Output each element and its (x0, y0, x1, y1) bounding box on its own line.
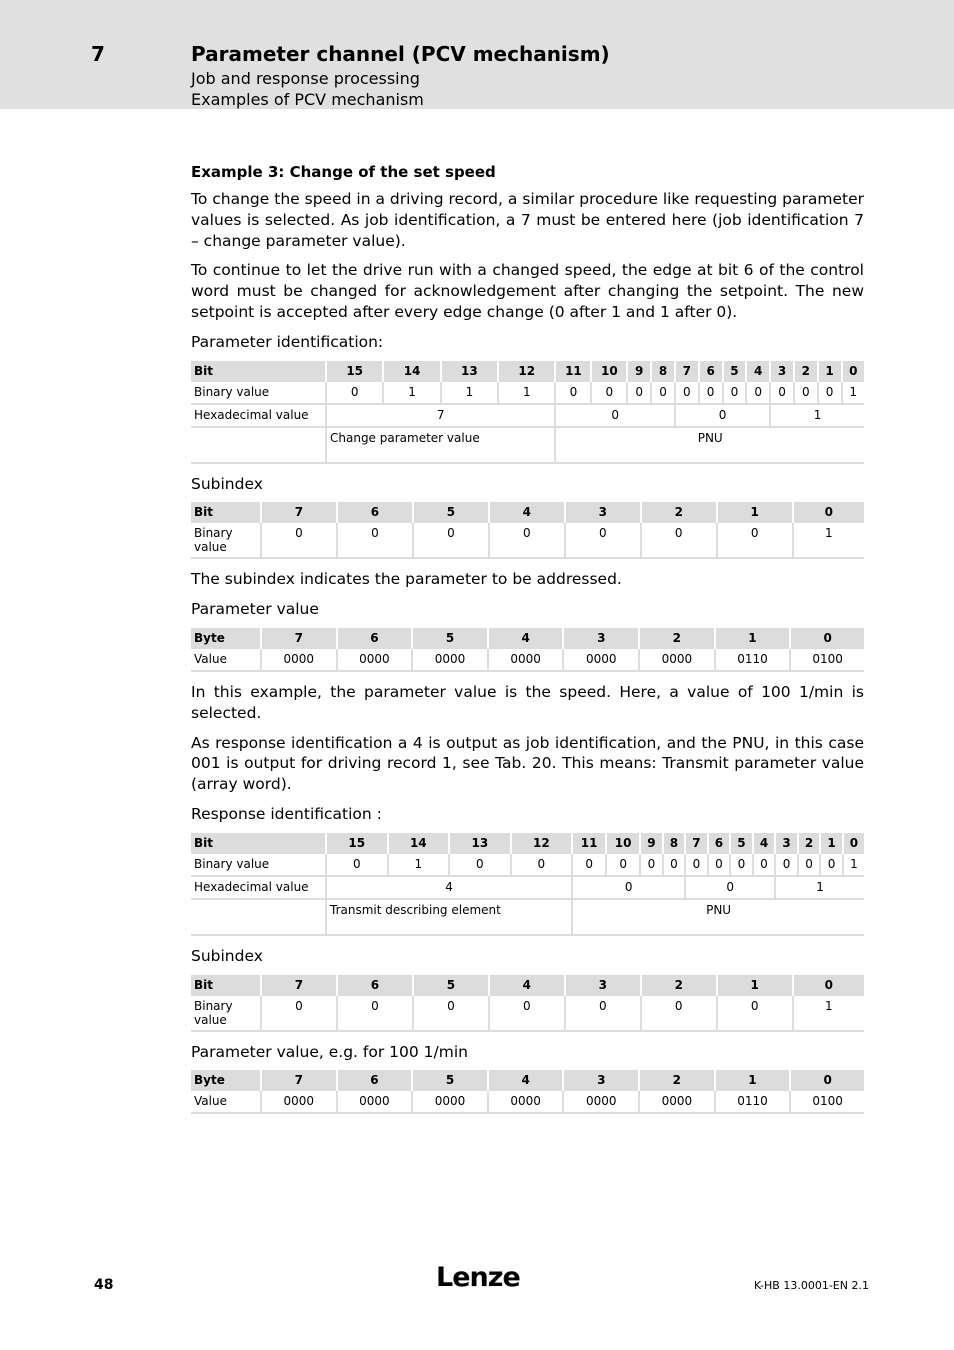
value-cell: 0100 (790, 649, 864, 671)
bit-cell: 4 (489, 502, 565, 523)
bit-cell: 3 (775, 833, 798, 854)
binary-cell: 0 (708, 854, 731, 876)
page-number: 48 (94, 1277, 114, 1293)
hex-label: Hexadecimal value (191, 404, 326, 427)
bit-cell: 6 (699, 361, 723, 382)
value-row (191, 1091, 864, 1113)
lenze-logo: Lenze (436, 1262, 520, 1293)
bit-cell: 10 (606, 833, 640, 854)
binary-cell: 0 (794, 382, 818, 404)
binary-cell: 1 (441, 382, 498, 404)
byte-cell: 1 (715, 628, 791, 649)
param-value-label: Parameter value (191, 600, 319, 619)
response-id-table (191, 833, 864, 936)
value-cell: 0000 (337, 649, 413, 671)
binary-label: Binary value (191, 854, 326, 876)
bit-cell: 6 (337, 502, 413, 523)
binary-cell: 0 (675, 382, 699, 404)
bit-cell: 14 (388, 833, 450, 854)
bit-cell: 5 (413, 975, 489, 996)
param-value-table (191, 1070, 864, 1114)
binary-cell: 0 (261, 523, 337, 558)
subindex-label: Subindex (191, 474, 263, 493)
binary-label: Binary value (191, 523, 261, 558)
bit-cell: 0 (842, 361, 865, 382)
binary-row (191, 996, 864, 1031)
bit-cell: 0 (793, 975, 864, 996)
response-id-label: Response identification : (191, 804, 382, 823)
binary-cell: 0 (775, 854, 798, 876)
param-id-label: Parameter identification: (191, 332, 384, 351)
binary-cell: 0 (798, 854, 821, 876)
hex-cell: 1 (775, 876, 864, 899)
empty-cell (191, 899, 326, 935)
bit-cell: 11 (572, 833, 606, 854)
byte-cell: 4 (488, 628, 564, 649)
value-row (191, 649, 864, 671)
byte-cell: 3 (563, 628, 639, 649)
pnu-label: PNU (555, 427, 864, 463)
bit-cell: 4 (746, 361, 770, 382)
bit-cell: 3 (565, 502, 641, 523)
bit-cell: 14 (383, 361, 440, 382)
bit-cell: 2 (794, 361, 818, 382)
bit-cell: 7 (261, 975, 337, 996)
binary-row (191, 854, 864, 876)
binary-cell: 0 (685, 854, 708, 876)
binary-cell: 0 (606, 854, 640, 876)
bit-cell: 7 (685, 833, 708, 854)
value-cell: 0000 (563, 1091, 639, 1113)
hex-label: Hexadecimal value (191, 876, 326, 899)
byte-label: Byte (191, 1070, 261, 1091)
binary-cell: 1 (793, 996, 864, 1031)
value-cell: 0000 (261, 649, 337, 671)
value-cell: 0110 (715, 649, 791, 671)
paragraph: The subindex indicates the parameter to be addressed. (191, 570, 622, 589)
bit-header-row (191, 975, 864, 996)
bit-cell: 1 (818, 361, 842, 382)
bit-cell: 8 (663, 833, 686, 854)
hex-cell: 1 (770, 404, 864, 427)
value-cell: 0000 (412, 1091, 488, 1113)
bit-cell: 11 (555, 361, 591, 382)
bit-cell: 15 (326, 833, 388, 854)
hex-cell: 4 (326, 876, 572, 899)
binary-cell: 0 (555, 382, 591, 404)
bit-cell: 2 (798, 833, 821, 854)
byte-cell: 0 (790, 1070, 864, 1091)
binary-cell: 0 (326, 382, 383, 404)
binary-cell: 0 (413, 523, 489, 558)
bit-cell: 8 (651, 361, 675, 382)
response-id-description: Transmit describing element (326, 899, 572, 935)
value-label: Value (191, 649, 261, 671)
binary-cell: 0 (326, 854, 388, 876)
bit-cell: 9 (640, 833, 663, 854)
binary-cell: 0 (641, 523, 717, 558)
binary-cell: 0 (717, 523, 793, 558)
page-header (0, 0, 954, 109)
bit-cell: 12 (498, 361, 555, 382)
binary-row (191, 523, 864, 558)
binary-cell: 0 (627, 382, 651, 404)
bit-cell: 2 (641, 975, 717, 996)
value-cell: 0000 (488, 1091, 564, 1113)
bit-label: Bit (191, 361, 326, 382)
hex-row (191, 404, 864, 427)
bit-cell: 10 (591, 361, 627, 382)
value-cell: 0100 (790, 1091, 864, 1113)
paragraph: In this example, the parameter value is the speed. Here, a value of 100 1/min is selected. (191, 682, 864, 722)
param-value-table (191, 628, 864, 672)
byte-cell: 6 (337, 1070, 413, 1091)
hex-cell: 0 (675, 404, 770, 427)
subindex-table (191, 975, 864, 1032)
binary-cell: 0 (261, 996, 337, 1031)
byte-cell: 2 (639, 1070, 715, 1091)
bit-cell: 1 (717, 502, 793, 523)
bit-cell: 3 (770, 361, 794, 382)
binary-cell: 0 (337, 523, 413, 558)
binary-cell: 1 (498, 382, 555, 404)
chapter-title: Parameter channel (PCV mechanism) (191, 42, 610, 66)
empty-cell (191, 427, 326, 463)
bit-cell: 9 (627, 361, 651, 382)
bit-cell: 13 (441, 361, 498, 382)
binary-cell: 1 (842, 382, 865, 404)
section-subtitle: Job and response processing (191, 69, 420, 88)
chapter-number: 7 (91, 42, 105, 66)
bit-cell: 5 (730, 833, 753, 854)
binary-cell: 1 (388, 854, 450, 876)
binary-cell: 0 (572, 854, 606, 876)
binary-cell: 0 (337, 996, 413, 1031)
binary-cell: 0 (565, 523, 641, 558)
byte-cell: 4 (488, 1070, 564, 1091)
value-cell: 0110 (715, 1091, 791, 1113)
byte-cell: 2 (639, 628, 715, 649)
value-cell: 0000 (563, 649, 639, 671)
bit-label: Bit (191, 502, 261, 523)
bit-cell: 2 (641, 502, 717, 523)
bit-cell: 7 (675, 361, 699, 382)
byte-cell: 7 (261, 1070, 337, 1091)
binary-cell: 0 (641, 996, 717, 1031)
bit-cell: 5 (413, 502, 489, 523)
bit-cell: 13 (449, 833, 511, 854)
byte-cell: 6 (337, 628, 413, 649)
hex-cell: 0 (555, 404, 674, 427)
byte-cell: 7 (261, 628, 337, 649)
bit-cell: 6 (337, 975, 413, 996)
binary-cell: 0 (449, 854, 511, 876)
byte-header-row (191, 628, 864, 649)
bit-header-row (191, 361, 864, 382)
byte-cell: 1 (715, 1070, 791, 1091)
param-id-table (191, 361, 864, 464)
bit-cell: 4 (489, 975, 565, 996)
meaning-row (191, 427, 864, 463)
bit-cell: 15 (326, 361, 383, 382)
bit-cell: 1 (717, 975, 793, 996)
bit-cell: 0 (843, 833, 864, 854)
paragraph: As response identification a 4 is output as job identification, and the PNU, in this case 001 is output for driving record 1, see Tab. 20. This means: Transmit parameter value (array word). (191, 733, 864, 794)
bit-header-row (191, 502, 864, 523)
bit-cell: 0 (793, 502, 864, 523)
binary-cell: 0 (489, 996, 565, 1031)
byte-cell: 3 (563, 1070, 639, 1091)
byte-cell: 5 (412, 1070, 488, 1091)
hex-cell: 0 (685, 876, 775, 899)
binary-cell: 1 (383, 382, 440, 404)
binary-cell: 0 (820, 854, 843, 876)
binary-cell: 0 (730, 854, 753, 876)
binary-cell: 0 (663, 854, 686, 876)
byte-label: Byte (191, 628, 261, 649)
bit-cell: 12 (511, 833, 573, 854)
value-cell: 0000 (488, 649, 564, 671)
binary-cell: 0 (746, 382, 770, 404)
param-value-label: Parameter value, e.g. for 100 1/min (191, 1042, 468, 1061)
bit-label: Bit (191, 975, 261, 996)
subindex-table (191, 502, 864, 559)
binary-cell: 0 (723, 382, 747, 404)
bit-cell: 4 (753, 833, 776, 854)
binary-cell: 1 (843, 854, 864, 876)
binary-cell: 0 (717, 996, 793, 1031)
binary-cell: 0 (511, 854, 573, 876)
value-cell: 0000 (639, 649, 715, 671)
binary-cell: 0 (699, 382, 723, 404)
job-id-description: Change parameter value (326, 427, 555, 463)
byte-cell: 0 (790, 628, 864, 649)
bit-cell: 3 (565, 975, 641, 996)
binary-cell: 0 (640, 854, 663, 876)
bit-header-row (191, 833, 864, 854)
binary-cell: 0 (489, 523, 565, 558)
pnu-label: PNU (572, 899, 864, 935)
binary-cell: 0 (770, 382, 794, 404)
hex-row (191, 876, 864, 899)
page-content (191, 163, 864, 1124)
binary-label: Binary value (191, 996, 261, 1031)
value-label: Value (191, 1091, 261, 1113)
document-id: K-HB 13.0001-EN 2.1 (754, 1279, 869, 1292)
binary-cell: 0 (753, 854, 776, 876)
byte-header-row (191, 1070, 864, 1091)
bit-cell: 6 (708, 833, 731, 854)
paragraph: To continue to let the drive run with a changed speed, the edge at bit 6 of the control word must be changed for acknowledgement after changing the setpoint. The new setpoint is accepted after every edge change (0 after 1 and 1 after 0). (191, 261, 864, 321)
bit-label: Bit (191, 833, 326, 854)
bit-cell: 1 (820, 833, 843, 854)
bit-cell: 7 (261, 502, 337, 523)
byte-cell: 5 (412, 628, 488, 649)
binary-cell: 0 (565, 996, 641, 1031)
example-heading: Example 3: Change of the set speed (191, 163, 496, 181)
bit-cell: 5 (723, 361, 747, 382)
binary-cell: 0 (651, 382, 675, 404)
binary-cell: 1 (793, 523, 864, 558)
binary-cell: 0 (591, 382, 627, 404)
value-cell: 0000 (639, 1091, 715, 1113)
section-subtitle-2: Examples of PCV mechanism (191, 90, 424, 109)
value-cell: 0000 (412, 649, 488, 671)
binary-cell: 0 (818, 382, 842, 404)
paragraph: To change the speed in a driving record, a similar procedure like requesting parameter values is selected. As job identification, a 7 must be entered here (job identification 7 – change parameter value). (191, 190, 864, 250)
binary-cell: 0 (413, 996, 489, 1031)
subindex-label: Subindex (191, 946, 263, 965)
binary-label: Binary value (191, 382, 326, 404)
binary-row (191, 382, 864, 404)
meaning-row (191, 899, 864, 935)
hex-cell: 0 (572, 876, 685, 899)
hex-cell: 7 (326, 404, 555, 427)
value-cell: 0000 (337, 1091, 413, 1113)
value-cell: 0000 (261, 1091, 337, 1113)
